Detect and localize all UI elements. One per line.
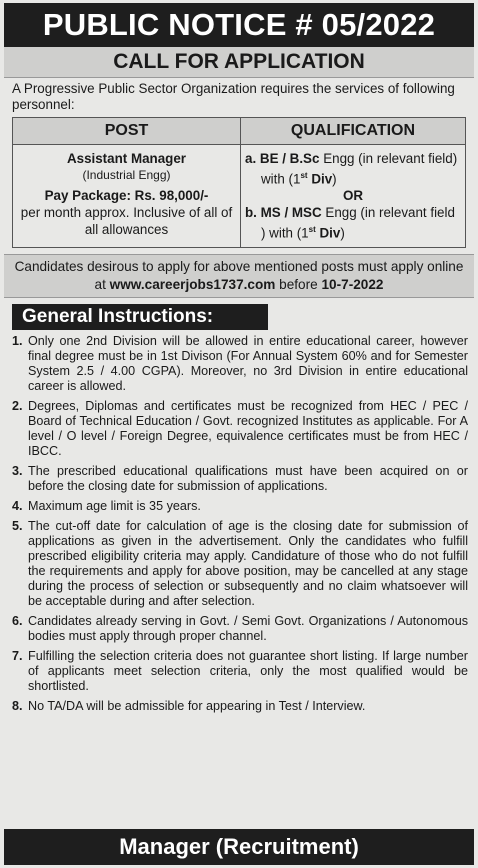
closing-date: 10-7-2022 [321,276,384,292]
signatory-footer: Manager (Recruitment) [4,829,474,865]
intro-text: A Progressive Public Sector Organization requires the services of following personnel: [12,81,455,112]
post-table [12,117,466,248]
instruction-item: 5. The cut-off date for calculation of age is the closing date for submission of applications as given in the advertisement. Only the candidates who fulfill prescribed eligibility criteria may apply. Candidature of those who do not fulfill the requirements and apply for above position, may be cancelled at any stage during the process of selection or subsequently and no claim whatsoever will be acceptable during and after selection. [12,518,468,608]
qualification-a: a. BE / B.Sc Engg (in relevant field) with (1st Div) [245,151,458,187]
qualification-column-header: QUALIFICATION [241,118,466,145]
qualification-cell [241,145,466,248]
general-instructions-heading: General Instructions: [12,304,268,330]
notice-banner: PUBLIC NOTICE # 05/2022 [4,3,474,47]
qualification-b: b. MS / MSC Engg (in relevant field ) with (1st Div) [245,205,455,241]
post-title: Assistant Manager [66,151,187,166]
pay-detail: per month approx. Inclusive of all of all allowances [20,205,233,237]
instruction-item: 1. Only one 2nd Division will be allowed in entire educational career, however final degree must be in 1st Divison (For Annual System 60% and for Semester System 2.5 / 4.00 CGPA). Moreover, no 3rd Division in entire educational career is allowed. [12,333,468,393]
post-column-header: POST [13,118,241,145]
instruction-item: 8. No TA/DA will be admissible for appearing in Test / Interview. [12,698,366,713]
instructions-list [4,334,474,714]
instruction-item: 6. Candidates already serving in Govt. / Semi Govt. Organizations / Autonomous bodies must apply through proper channel. [12,613,468,643]
apply-notice: Candidates desirous to apply for above mentioned posts must apply online at www.careerjobs1737.com before 10-7-2022 [4,254,474,298]
pay-package: Pay Package: Rs. 98,000/- [44,188,209,203]
instruction-item: 2. Degrees, Diplomas and certificates must be recognized from HEC / PEC / Board of Technical Education / Govt. recognized Institutes as applicable. For A level / O level / Foreign Degree, equivalence certificates must be from HEC / IBCC. [12,398,468,458]
apply-url-link[interactable]: www.careerjobs1737.com [109,276,276,292]
post-subtitle: (Industrial Engg) [82,168,171,182]
notice-page [4,3,474,859]
post-cell [13,145,241,248]
call-for-application-heading: CALL FOR APPLICATION [4,47,474,78]
or-separator: OR [342,188,364,204]
instruction-item: 3. The prescribed educational qualifications must have been acquired on or before the closing date for submission of applications. [12,463,468,493]
instruction-item: 4. Maximum age limit is 35 years. [12,498,201,513]
instruction-item: 7. Fulfilling the selection criteria does not guarantee short listing. If large number of applicants meet selection criteria, only the most qualified would be shortlisted. [12,648,468,693]
